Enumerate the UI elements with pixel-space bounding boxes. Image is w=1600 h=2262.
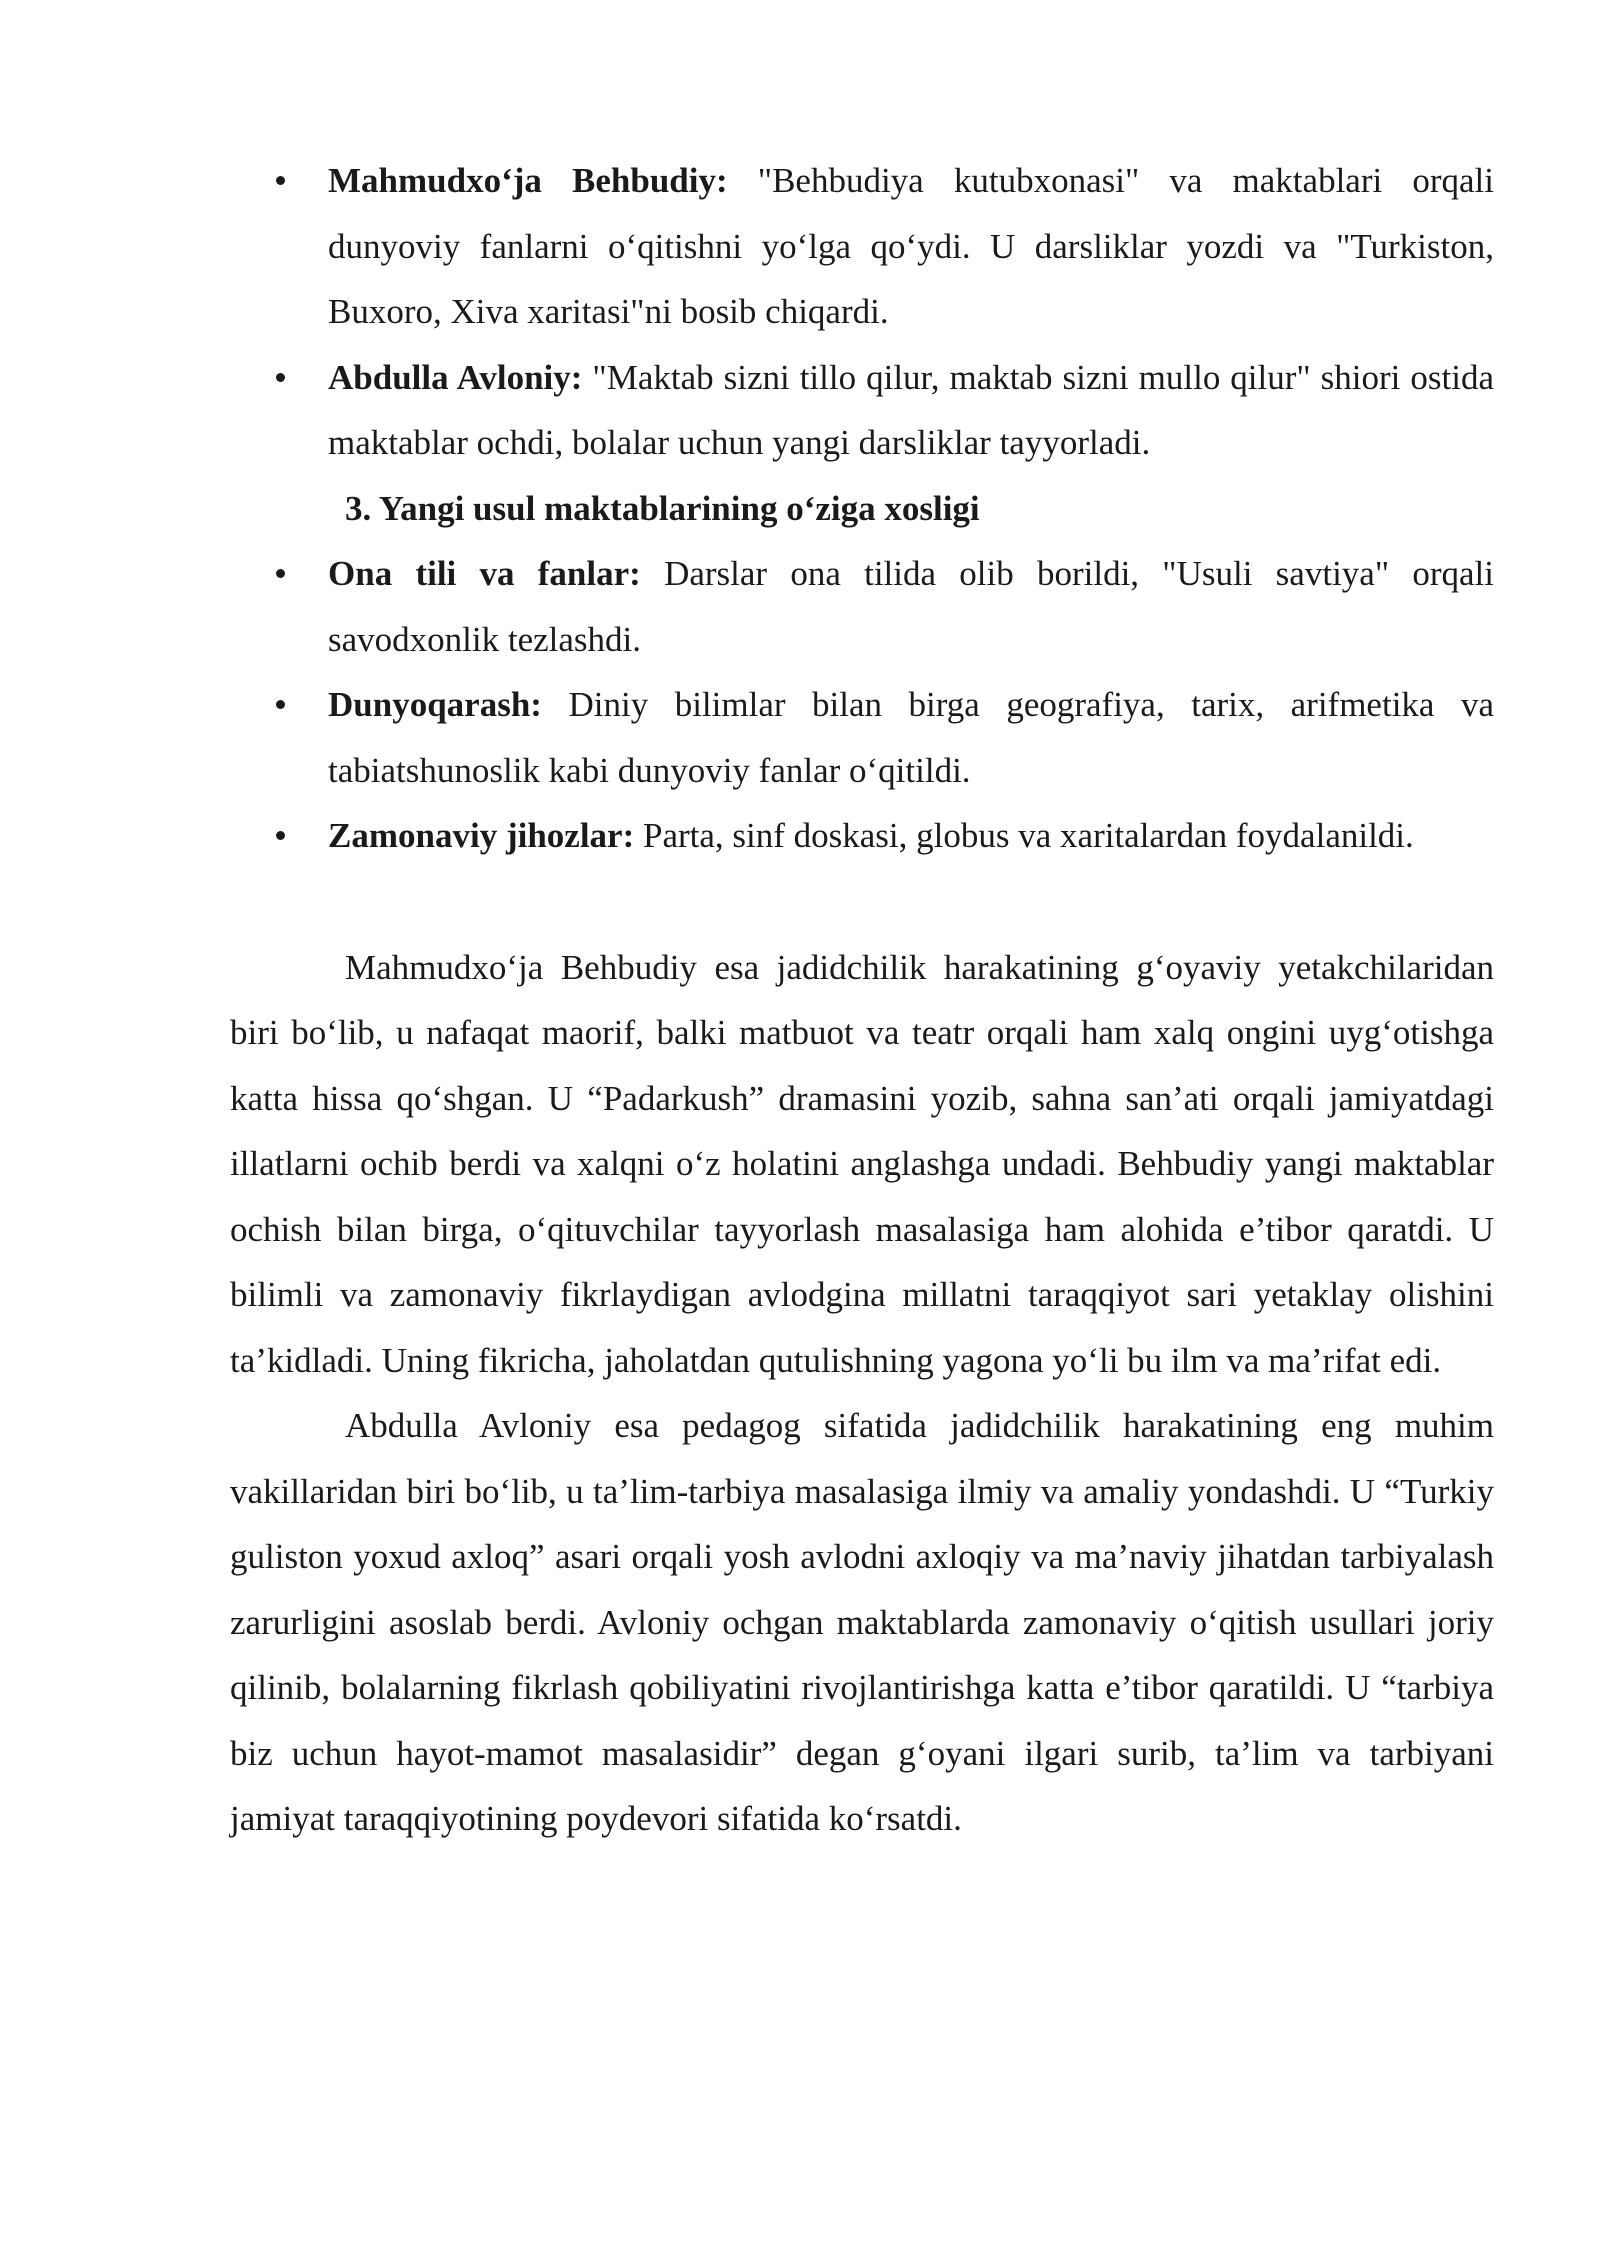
bullet-list-reformers [230, 148, 1494, 476]
list-item [230, 672, 1494, 803]
list-item [230, 541, 1494, 672]
paragraph-avloniy: Abdulla Avloniy esa pedagog sifatida jadidchilik harakatining eng muhim vakillaridan biri bo‘lib, u ta’lim-tarbiya masalasiga ilmiy va amaliy yondashdi. U “Turkiy guliston yoxud axloq” asari orqali yosh avlodni axloqiy va ma’naviy jihatdan tarbiyalash zarurligini asoslab berdi. Avloniy ochgan maktablarda zamonaviy o‘qitish usullari joriy qilinib, bolalarning fikrlash qobiliyatini rivojlantirishga katta e’tibor qaratildi. U “tarbiya biz uchun hayot-mamot masalasidir” degan g‘oyani ilgari surib, ta’lim va tarbiyani jamiyat taraqqiyotining poydevori sifatida ko‘rsatdi. [230, 1406, 1494, 1838]
list-item [230, 148, 1494, 345]
paragraph-behbudiy: Mahmudxo‘ja Behbudiy esa jadidchilik harakatining g‘oyaviy yetakchilaridan biri bo‘lib, u nafaqat maorif, balki matbuot va teatr orqali ham xalq ongini uyg‘otishga katta hissa qo‘shgan. U “Padarkush” dramasini yozib, sahna san’ati orqali jamiyatdagi illatlarni ochib berdi va xalqni o‘z holatini anglashga undadi. Behbudiy yangi maktablar ochish bilan birga, o‘qituvchilar tayyorlash masalasiga ham alohida e’tibor qaratdi. U bilimli va zamonaviy fikrlaydigan avlodgina millatni taraqqiyot sari yetaklay olishini ta’kidladi. Uning fikricha, jaholatdan qutulishning yagona yo‘li bu ilm va ma’rifat edi. [230, 947, 1494, 1380]
bullet-icon [276, 831, 285, 840]
list-item [230, 345, 1494, 476]
list-item-text: "Maktab sizni tillo qilur, maktab sizni mullo qilur" shiori ostida maktablar ochdi, bolalar uchun yangi darsliklar tayyorladi. [328, 357, 1495, 462]
bullet-icon [276, 373, 285, 382]
bullet-icon [276, 700, 285, 709]
list-item-text: Parta, sinf doskasi, globus va xaritalardan foydalanildi. [634, 816, 1414, 855]
bullet-list-features [230, 541, 1494, 869]
list-item-term: Zamonaviy jihozlar: [328, 816, 635, 855]
list-item-term: Mahmudxo‘ja Behbudiy: [328, 161, 728, 200]
list-item-term: Abdulla Avloniy: [328, 357, 583, 397]
list-item-text: Diniy bilimlar bilan birga geografiya, tarix, arifmetika va tabiatshunoslik kabi dunyoviy fanlar o‘qitildi. [328, 685, 1494, 790]
list-item [230, 803, 1494, 869]
list-item-term: Ona tili va fanlar: [328, 554, 641, 593]
bullet-icon [276, 176, 285, 185]
section-heading: 3. Yangi usul maktablarining o‘ziga xosligi [345, 488, 980, 528]
list-item-term: Dunyoqarash: [328, 685, 542, 724]
list-item-text: Darslar ona tilida olib borildi, "Usuli savtiya" orqali savodxonlik tezlashdi. [328, 554, 1494, 659]
list-item-text: "Behbudiya kutubxonasi" va maktablari orqali dunyoviy fanlarni o‘qitishni yo‘lga qo‘ydi. U darsliklar yozdi va "Turkiston, Buxoro, Xiva xaritasi"ni bosib chiqardi. [328, 161, 1494, 331]
bullet-icon [276, 569, 285, 578]
document-page [230, 148, 1494, 1852]
